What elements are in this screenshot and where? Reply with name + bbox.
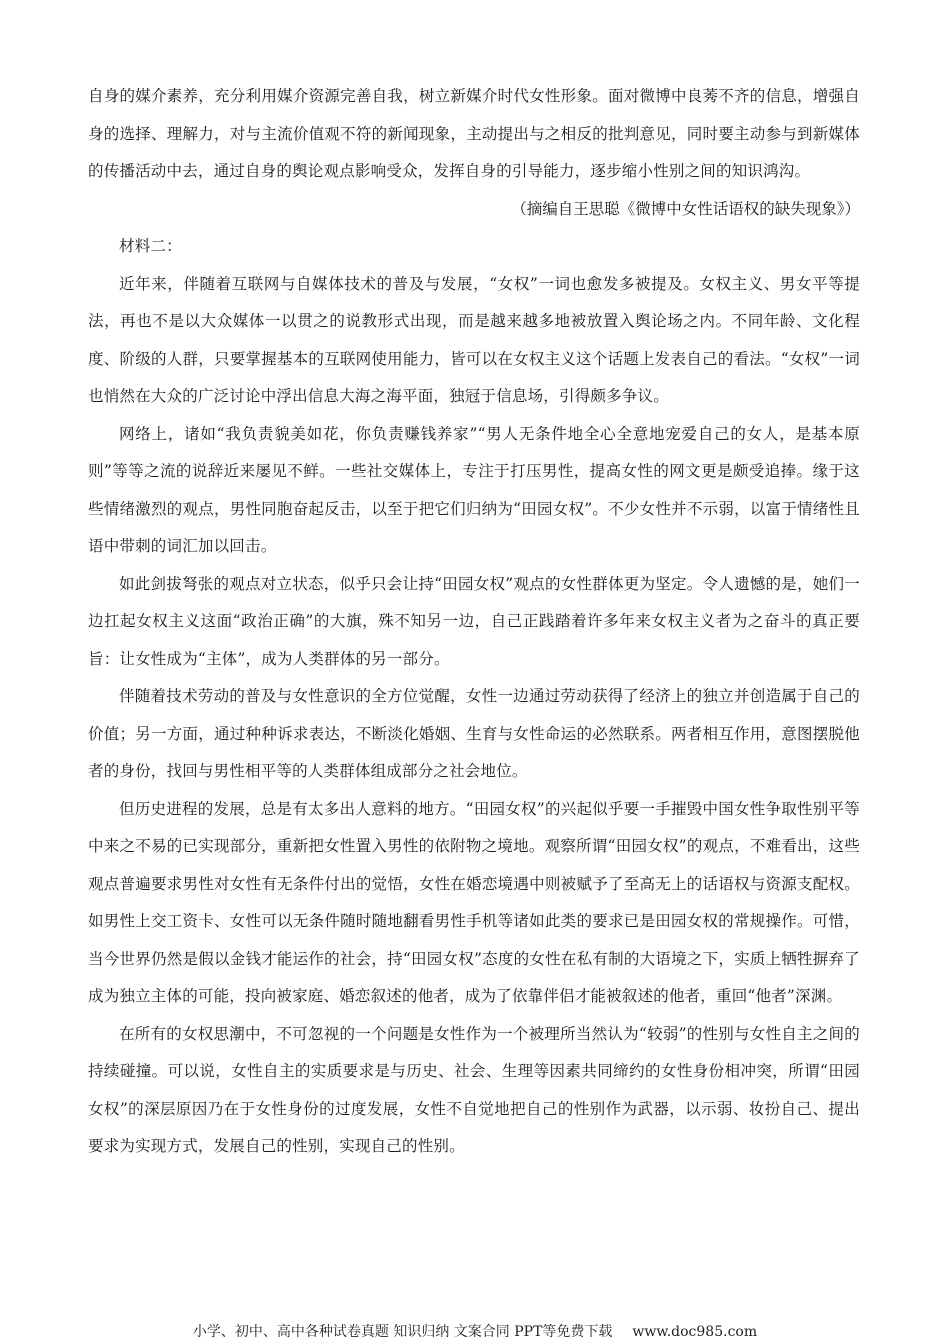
paragraph: 但历史进程的发展，总是有太多出人意料的地方。“田园女权”的兴起似乎要一手摧毁中国女性争取性别平等中来之不易的已实现部分，重新把女性置入男性的依附物之境地。观察所谓“田园女权”的观点，不难看出，这些观点普遍要求男性对女性有无条件付出的觉悟，女性在婚恋境遇中则被赋予了至高无上的话语权与资源支配权。如男性上交工资卡、女性可以无条件随时随地翻看男性手机等诸如此类的要求已是田园女权的常规操作。可惜，当今世界仍然是假以金钱才能运作的社会，持“田园女权”态度的女性在私有制的大语境之下，实质上牺牲摒弃了成为独立主体的可能，投向被家庭、婚恋叙述的他者，成为了依靠伴侣才能被叙述的他者，重回“他者”深渊。 — [88, 799, 860, 1005]
document-body — [88, 78, 860, 1166]
material-heading: 材料二： — [119, 237, 182, 255]
paragraph: 网络上，诸如“我负责貌美如花，你负责赚钱养家”“男人无条件地全心全意地宠爱自己的女人，是基本原则”等等之流的说辞近来屡见不鲜。一些社交媒体上，专注于打压男性，提高女性的网文更是颇受追捧。缘于这些情绪激烈的观点，男性同胞奋起反击，以至于把它们归纳为“田园女权”。不少女性并不示弱，以富于情绪性且语中带刺的词汇加以回击。 — [88, 424, 860, 555]
intro-paragraph: 自身的媒介素养，充分利用媒介资源完善自我，树立新媒介时代女性形象。面对微博中良莠不齐的信息，增强自身的选择、理解力，对与主流价值观不符的新闻现象，主动提出与之相反的批判意见，同时要主动参与到新媒体的传播活动中去，通过自身的舆论观点影响受众，发挥自身的引导能力，逐步缩小性别之间的知识鸿沟。 — [88, 87, 860, 180]
paragraph: 在所有的女权思潮中，不可忽视的一个问题是女性作为一个被理所当然认为“较弱”的性别与女性自主之间的持续碰撞。可以说，女性自主的实质要求是与历史、社会、生理等因素共同缔约的女性身份相冲突，所谓“田园女权”的深层原因乃在于女性身份的过度发展，女性不自觉地把自己的性别作为武器，以示弱、妆扮自己、提出要求为实现方式，发展自己的性别，实现自己的性别。 — [88, 1024, 860, 1155]
page-footer — [0, 1322, 950, 1342]
footer-link[interactable]: www.doc985.com — [632, 1324, 758, 1340]
paragraph: 如此剑拔弩张的观点对立状态，似乎只会让持“田园女权”观点的女性群体更为坚定。令人遗憾的是，她们一边扛起女权主义这面“政治正确”的大旗，殊不知另一边，自己正践踏着许多年来女权主义者为之奋斗的真正要旨：让女性成为“主体”，成为人类群体的另一部分。 — [88, 574, 860, 668]
paragraph: 近年来，伴随着互联网与自媒体技术的普及与发展，“女权”一词也愈发多被提及。女权主义、男女平等提法，再也不是以大众媒体一以贯之的说教形式出现，而是越来越多地被放置入舆论场之内。不同年龄、文化程度、阶级的人群，只要掌握基本的互联网使用能力，皆可以在女权主义这个话题上发表自己的看法。“女权”一词也悄然在大众的广泛讨论中浮出信息大海之海平面，独冠于信息场，引得颇多争议。 — [88, 274, 860, 405]
source-citation: （摘编自王思聪《微博中女性话语权的缺失现象》） — [511, 199, 860, 218]
footer-text: 小学、初中、高中各种试卷真题 知识归纳 文案合同 PPT等免费下载 — [192, 1324, 613, 1340]
paragraph: 伴随着技术劳动的普及与女性意识的全方位觉醒，女性一边通过劳动获得了经济上的独立并创造属于自己的价值；另一方面，通过种种诉求表达，不断淡化婚姻、生育与女性命运的必然联系。两者相互作用，意图摆脱他者的身份，找回与男性相平等的人类群体组成部分之社会地位。 — [88, 687, 860, 780]
